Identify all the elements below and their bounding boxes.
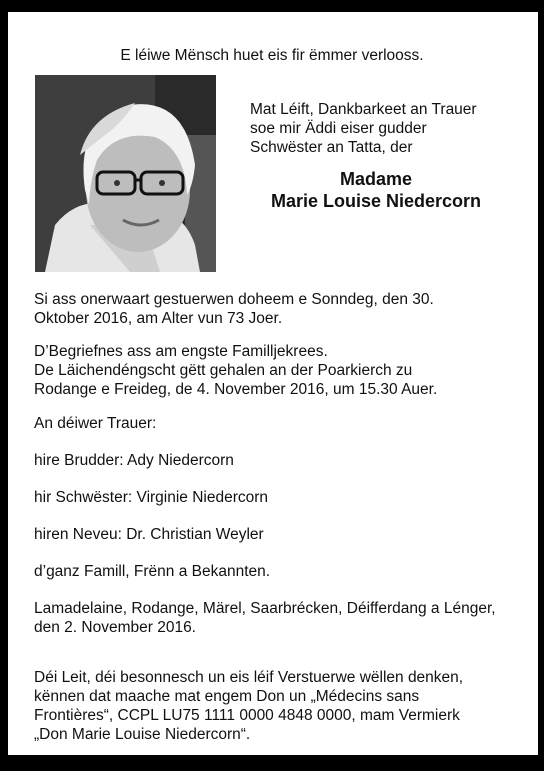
honorific-title: Madame [339, 169, 413, 189]
portrait-photo [35, 75, 216, 272]
death-notice-line: Si ass onerwaart gestuerwen doheem e Sonndeg, den 30. [34, 291, 434, 308]
relative-family-friends: d’ganz Famill, Frënn a Bekannten. [34, 563, 271, 580]
death-notice [34, 290, 434, 328]
funeral-line: De Läichendéngscht gëtt gehalen an der Poarkierch zu [34, 362, 413, 379]
mourners-heading: An déiwer Trauer: [34, 415, 157, 432]
death-notice-line: Oktober 2016, am Alter vun 73 Joer. [34, 310, 283, 327]
intro-line: E léiwe Mënsch huet eis fir ëmmer verlooss. [120, 47, 424, 64]
donation-line: kënnen dat maache mat engem Don un „Médecins sans [34, 688, 420, 705]
place-line: Lamadelaine, Rodange, Märel, Saarbrécken, Déifferdang a Lénger, [34, 600, 496, 617]
relative-nephew: hiren Neveu: Dr. Christian Weyler [34, 526, 264, 543]
deceased-heading [217, 168, 535, 212]
dedication-line: soe mir Äddi eiser gudder [250, 120, 427, 137]
funeral-line: Rodange e Freideg, de 4. November 2016, um 15.30 Auer. [34, 381, 438, 398]
funeral-notice [34, 342, 437, 399]
funeral-line: D’Begriefnes ass am engste Familljekrees. [34, 343, 328, 360]
relative-brother: hire Brudder: Ady Niedercorn [34, 452, 234, 469]
donation-line: „Don Marie Louise Niedercorn“. [34, 726, 251, 743]
donation-line: Déi Leit, déi besonnesch un eis léif Verstuerwe wëllen denken, [34, 669, 464, 686]
donation-note [34, 668, 463, 744]
dedication-text [250, 100, 477, 157]
date-line: den 2. November 2016. [34, 619, 196, 636]
deceased-name: Marie Louise Niedercorn [270, 191, 482, 211]
relative-sister: hir Schwëster: Virginie Niedercorn [34, 489, 269, 506]
dedication-line: Mat Léift, Dankbarkeet an Trauer [250, 101, 477, 118]
donation-line: Frontières“, CCPL LU75 1111 0000 4848 0000, mam Vermierk [34, 707, 460, 724]
dedication-line: Schwëster an Tatta, der [250, 139, 413, 156]
place-date [34, 599, 496, 637]
